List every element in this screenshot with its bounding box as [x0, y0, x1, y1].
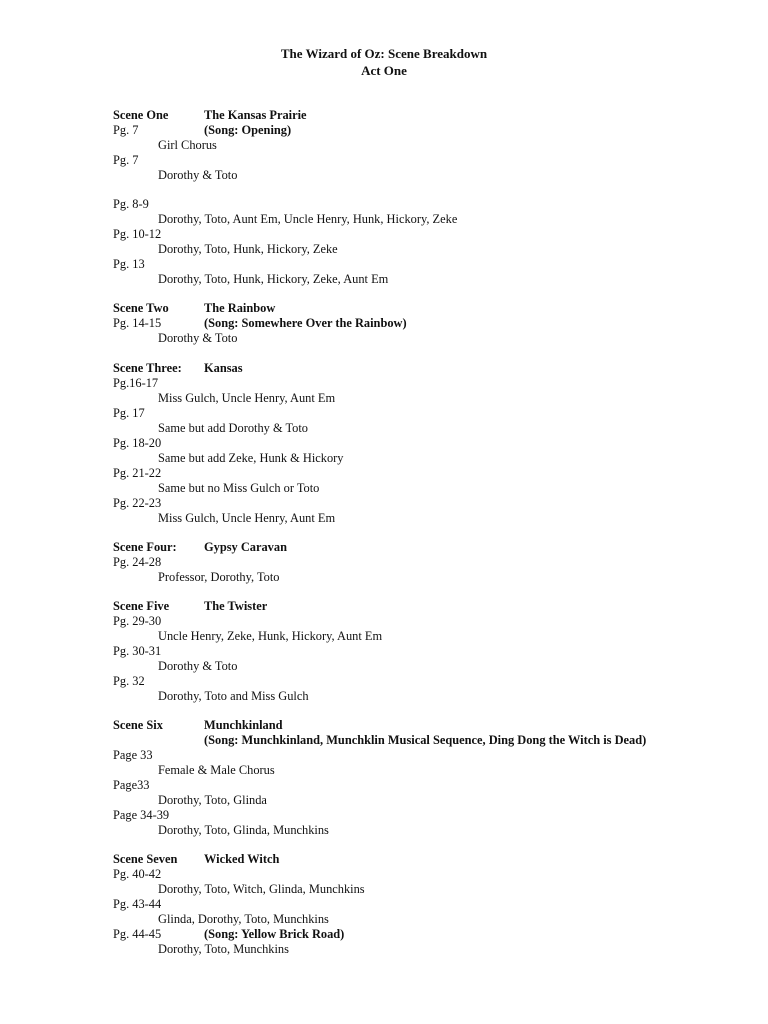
- page-reference: Pg. 7: [113, 123, 139, 137]
- cast-list: Same but add Dorothy & Toto: [158, 421, 308, 435]
- scene-heading-label: Scene Six: [113, 718, 163, 732]
- cast-list: Dorothy & Toto: [158, 168, 238, 182]
- scene-heading-label: Scene Five: [113, 599, 170, 613]
- page-reference: Pg. 29-30: [113, 614, 162, 628]
- page-reference: Pg. 24-28: [113, 555, 162, 569]
- page-reference: Pg. 10-12: [113, 227, 162, 241]
- song-title: (Song: Munchkinland, Munchklin Musical Sequence, Ding Dong the Witch is Dead): [204, 733, 647, 747]
- scene-heading-label: Scene Two: [113, 301, 169, 315]
- cast-list: Dorothy, Toto, Aunt Em, Uncle Henry, Hunk, Hickory, Zeke: [158, 212, 458, 226]
- song-title: (Song: Somewhere Over the Rainbow): [204, 316, 407, 330]
- cast-list: Uncle Henry, Zeke, Hunk, Hickory, Aunt Em: [158, 629, 383, 643]
- page-reference: Pg. 40-42: [113, 867, 162, 881]
- page-reference: Pg. 14-15: [113, 316, 162, 330]
- page-reference: Pg.16-17: [113, 376, 159, 390]
- scene-title: The Rainbow: [204, 301, 276, 315]
- scene-title: Munchkinland: [204, 718, 283, 732]
- cast-list: Same but add Zeke, Hunk & Hickory: [158, 451, 344, 465]
- page-reference: Page 33: [113, 748, 153, 762]
- page-reference: Pg. 8-9: [113, 197, 149, 211]
- cast-list: Glinda, Dorothy, Toto, Munchkins: [158, 912, 329, 926]
- cast-list: Dorothy, Toto and Miss Gulch: [158, 689, 309, 703]
- scene-title: Gypsy Caravan: [204, 540, 287, 554]
- cast-list: Dorothy, Toto, Munchkins: [158, 942, 289, 956]
- scene-heading-label: Scene Seven: [113, 852, 178, 866]
- cast-list: Dorothy & Toto: [158, 331, 238, 345]
- cast-list: Dorothy, Toto, Witch, Glinda, Munchkins: [158, 882, 365, 896]
- cast-list: Dorothy, Toto, Glinda: [158, 793, 267, 807]
- song-title: (Song: Yellow Brick Road): [204, 927, 345, 941]
- scene-title: Wicked Witch: [204, 852, 280, 866]
- cast-list: Miss Gulch, Uncle Henry, Aunt Em: [158, 391, 336, 405]
- cast-list: Professor, Dorothy, Toto: [158, 570, 280, 584]
- song-title: (Song: Opening): [204, 123, 292, 137]
- page-reference: Pg. 43-44: [113, 897, 162, 911]
- scene-title: The Kansas Prairie: [204, 108, 307, 122]
- page-reference: Pg. 22-23: [113, 496, 162, 510]
- cast-list: Female & Male Chorus: [158, 763, 275, 777]
- page-reference: Pg. 17: [113, 406, 145, 420]
- cast-list: Girl Chorus: [158, 138, 217, 152]
- cast-list: Dorothy, Toto, Hunk, Hickory, Zeke: [158, 242, 338, 256]
- page-reference: Pg. 32: [113, 674, 145, 688]
- page-reference: Pg. 44-45: [113, 927, 162, 941]
- document-subtitle: Act One: [361, 63, 407, 78]
- page-reference: Pg. 7: [113, 153, 139, 167]
- scene-title: The Twister: [204, 599, 268, 613]
- cast-list: Miss Gulch, Uncle Henry, Aunt Em: [158, 511, 336, 525]
- scene-title: Kansas: [204, 361, 243, 375]
- page-reference: Page 34-39: [113, 808, 170, 822]
- document-title: The Wizard of Oz: Scene Breakdown: [280, 46, 488, 61]
- page-reference: Pg. 13: [113, 257, 145, 271]
- cast-list: Dorothy & Toto: [158, 659, 238, 673]
- page-reference: Page33: [113, 778, 150, 792]
- page-reference: Pg. 30-31: [113, 644, 162, 658]
- page-reference: Pg. 18-20: [113, 436, 162, 450]
- cast-list: Same but no Miss Gulch or Toto: [158, 481, 320, 495]
- cast-list: Dorothy, Toto, Hunk, Hickory, Zeke, Aunt Em: [158, 272, 389, 286]
- page-reference: Pg. 21-22: [113, 466, 162, 480]
- scene-heading-label: Scene Three:: [113, 361, 182, 375]
- scene-heading-label: Scene One: [113, 108, 169, 122]
- scene-heading-label: Scene Four:: [113, 540, 177, 554]
- cast-list: Dorothy, Toto, Glinda, Munchkins: [158, 823, 329, 837]
